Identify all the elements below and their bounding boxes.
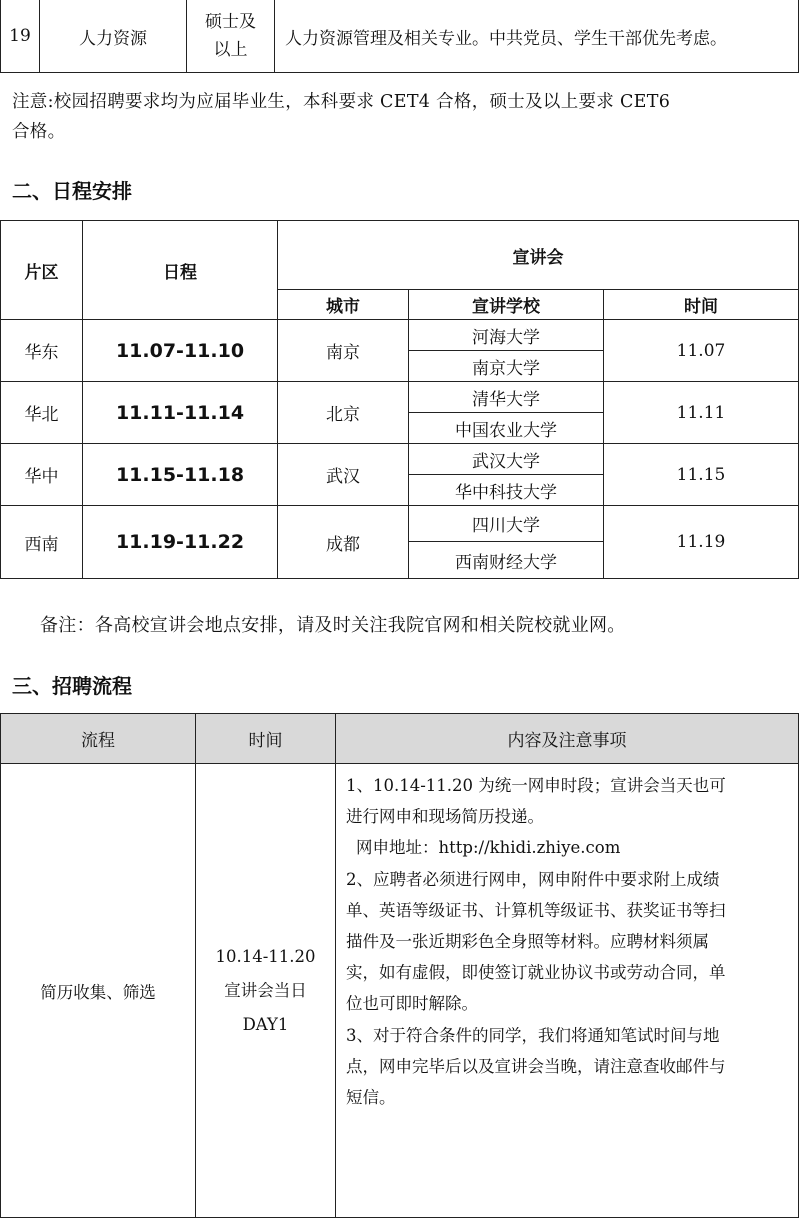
dates-cell: 11.07-11.10 (83, 320, 278, 382)
table-row (1, 764, 799, 1218)
city-cell: 南京 (278, 320, 409, 382)
dates-cell: 11.19-11.22 (83, 506, 278, 579)
region-cell: 西南 (1, 506, 83, 579)
content-line: 3、对于符合条件的同学，我们将通知笔试时间与地 (346, 1025, 720, 1045)
header-content: 内容及注意事项 (336, 714, 799, 764)
city-cell: 北京 (278, 382, 409, 444)
school-cell: 清华大学 (409, 382, 604, 413)
content-line: 1、10.14-11.20 为统一网申时段；宣讲会当天也可 (346, 776, 726, 795)
header-region: 片区 (1, 221, 83, 320)
table-row (1, 444, 799, 475)
requirement-cell: 人力资源管理及相关专业。中共党员、学生干部优先考虑。 (275, 0, 799, 73)
time-line: 宣讲会当日 (224, 980, 307, 1000)
header-step: 流程 (1, 714, 196, 764)
school-cell: 四川大学 (409, 506, 604, 542)
dates-cell: 11.11-11.14 (83, 382, 278, 444)
content-line: 短信。 (346, 1088, 396, 1108)
note-line: 合格。 (12, 122, 66, 142)
degree-line: 硕士及 (205, 12, 256, 32)
table-row (1, 506, 799, 542)
note-line: 注意:校园招聘要求均为应届毕业生，本科要求 CET4 合格，硕士及以上要求 CET6 (12, 92, 671, 112)
content-line: 实，如有虚假，即使签订就业协议书或劳动合同，单 (346, 963, 726, 983)
time-cell: 11.11 (604, 382, 799, 444)
position-table (0, 0, 799, 73)
table-row (1, 320, 799, 351)
content-line: 点，网申完毕后以及宣讲会当晚，请注意查收邮件与 (346, 1056, 726, 1076)
time-cell (196, 764, 336, 1218)
time-line: 10.14-11.20 (215, 946, 316, 966)
school-cell: 武汉大学 (409, 444, 604, 475)
header-time: 时间 (196, 714, 336, 764)
table-header-row (1, 221, 799, 290)
header-talk: 宣讲会 (278, 221, 799, 290)
content-cell (336, 764, 799, 1218)
school-cell: 河海大学 (409, 320, 604, 351)
row-number: 19 (1, 0, 40, 73)
school-cell: 中国农业大学 (409, 413, 604, 444)
degree-line: 以上 (213, 40, 248, 60)
content-line: 描件及一张近期彩色全身照等材料。应聘材料须属 (346, 932, 709, 952)
region-cell: 华北 (1, 382, 83, 444)
degree-cell (187, 0, 275, 73)
city-cell: 成都 (278, 506, 409, 579)
apply-url: 网申地址：http://khidi.zhiye.com (356, 838, 621, 858)
table-header-row (1, 714, 799, 764)
header-city: 城市 (278, 290, 409, 320)
header-time: 时间 (604, 290, 799, 320)
school-cell: 西南财经大学 (409, 542, 604, 579)
content-line: 位也可即时解除。 (346, 994, 478, 1014)
school-cell: 华中科技大学 (409, 475, 604, 506)
process-table (0, 713, 799, 1218)
position-name: 人力资源 (40, 0, 187, 73)
table-row (1, 382, 799, 413)
time-cell: 11.07 (604, 320, 799, 382)
section-heading-process: 三、招聘流程 (12, 674, 132, 698)
content-line: 进行网申和现场简历投递。 (346, 807, 544, 827)
time-line: DAY1 (242, 1014, 289, 1034)
content-line: 2、应聘者必须进行网申，网申附件中要求附上成绩 (346, 869, 720, 889)
header-school: 宣讲学校 (409, 290, 604, 320)
city-cell: 武汉 (278, 444, 409, 506)
region-cell: 华东 (1, 320, 83, 382)
section-heading-schedule: 二、日程安排 (12, 179, 132, 203)
time-cell: 11.19 (604, 506, 799, 579)
time-cell: 11.15 (604, 444, 799, 506)
note-paragraph (12, 87, 792, 147)
content-line: 单、英语等级证书、计算机等级证书、获奖证书等扫 (346, 900, 726, 920)
header-dates: 日程 (83, 221, 278, 320)
remark-paragraph: 备注：各高校宣讲会地点安排，请及时关注我院官网和相关院校就业网。 (40, 615, 626, 636)
dates-cell: 11.15-11.18 (83, 444, 278, 506)
schedule-table (0, 220, 799, 579)
table-row (1, 0, 799, 73)
school-cell: 南京大学 (409, 351, 604, 382)
region-cell: 华中 (1, 444, 83, 506)
step-cell: 简历收集、筛选 (1, 764, 196, 1218)
